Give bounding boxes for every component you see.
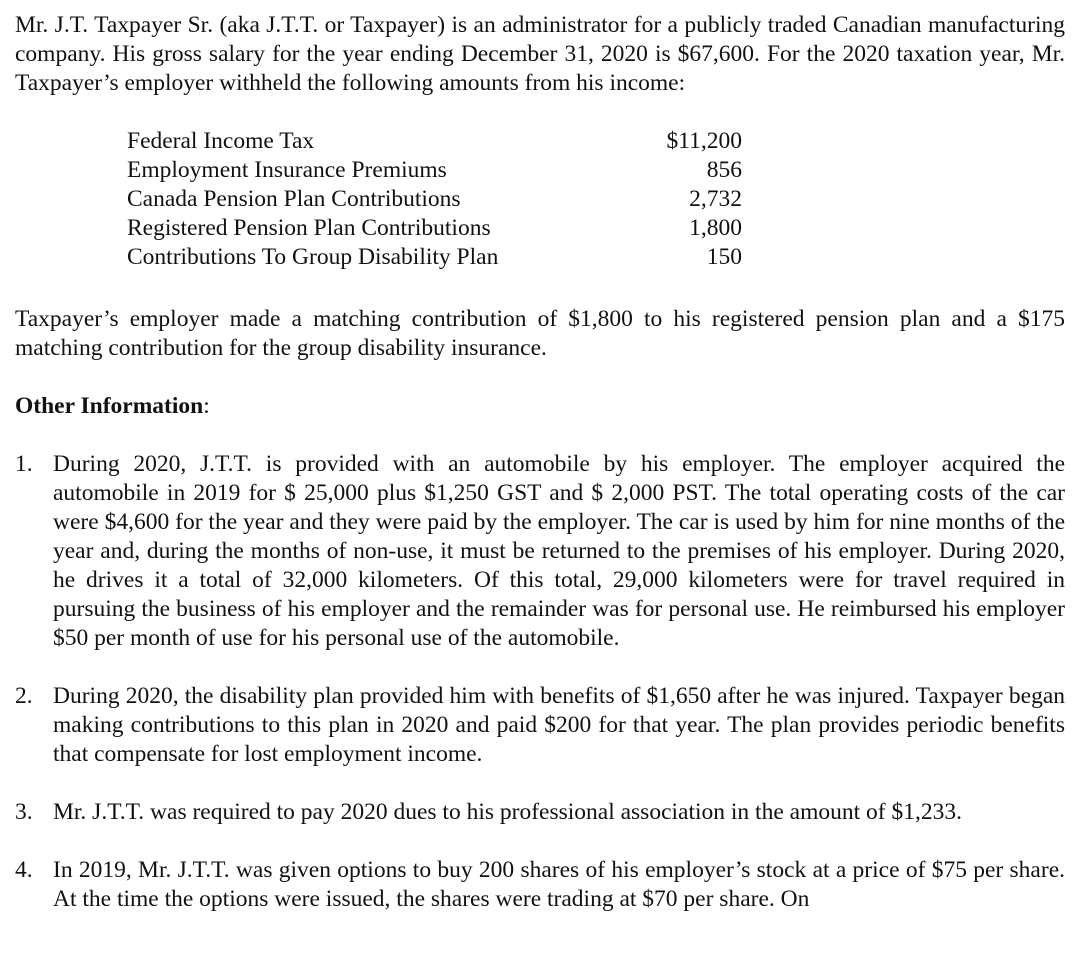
table-row	[127, 243, 742, 272]
list-item	[15, 856, 1065, 914]
table-row	[127, 185, 742, 214]
list-item	[15, 682, 1065, 769]
withholdings-table	[127, 127, 742, 272]
withholding-amount: 150	[706, 244, 742, 270]
employer-contribution-paragraph: Taxpayer’s employer made a matching contribution of $1,800 to his registered pension plan and a $175 matching contribution for the group disability insurance.	[15, 306, 1065, 361]
list-item-text: In 2019, Mr. J.T.T. was given options to buy 200 shares of his employer’s stock at a price of $75 per share. At the time the options were issued, the shares were trading at $70 per share. On	[53, 857, 1065, 912]
withholding-label: Contributions To Group Disability Plan	[127, 244, 499, 270]
withholding-amount: 856	[706, 157, 742, 183]
intro-paragraph: Mr. J.T. Taxpayer Sr. (aka J.T.T. or Taxpayer) is an administrator for a publicly traded Canadian manufacturing company. His gross salary for the year ending December 31, 2020 is $67,600. For the 2020 taxation year, Mr. Taxpayer’s employer withheld the following amounts from his income:	[15, 12, 1065, 96]
withholding-amount: 2,732	[689, 186, 742, 212]
list-item-number: 1.	[15, 451, 33, 477]
list-item	[15, 450, 1065, 653]
withholding-amount: $11,200	[666, 128, 742, 154]
other-information-heading	[15, 392, 1065, 421]
heading-text: Other Information	[15, 393, 204, 419]
list-item-text: Mr. J.T.T. was required to pay 2020 dues to his professional association in the amount of $1,233.	[53, 799, 962, 825]
heading-colon: :	[203, 393, 210, 419]
document-page	[15, 11, 1065, 914]
withholding-amount: 1,800	[689, 215, 742, 241]
withholding-label: Federal Income Tax	[127, 128, 315, 154]
withholding-label: Employment Insurance Premiums	[127, 157, 447, 183]
list-item-number: 4.	[15, 857, 33, 883]
list-item	[15, 798, 1065, 827]
list-item-number: 2.	[15, 683, 33, 709]
table-row	[127, 127, 742, 156]
withholding-label: Canada Pension Plan Contributions	[127, 186, 461, 212]
list-item-text: During 2020, J.T.T. is provided with an automobile by his employer. The employer acquired the automobile in 2019 for $ 25,000 plus $1,250 GST and $ 2,000 PST. The total operating costs of the car were $4,600 for the year and they were paid by the employer. The car is used by him for nine months of the year and, during the months of non-use, it must be returned to the premises of his employer. During 2020, he drives it a total of 32,000 kilometers. Of this total, 29,000 kilometers were for travel required in pursuing the business of his employer and the remainder was for personal use. He reimbursed his employer $50 per month of use for his personal use of the automobile.	[53, 451, 1065, 651]
list-item-text: During 2020, the disability plan provided him with benefits of $1,650 after he was injured. Taxpayer began making contributions to this plan in 2020 and paid $200 for that year. The plan provides periodic benefits that compensate for lost employment income.	[53, 683, 1065, 767]
table-row	[127, 214, 742, 243]
withholding-label: Registered Pension Plan Contributions	[127, 215, 491, 241]
list-item-number: 3.	[15, 799, 33, 825]
table-row	[127, 156, 742, 185]
